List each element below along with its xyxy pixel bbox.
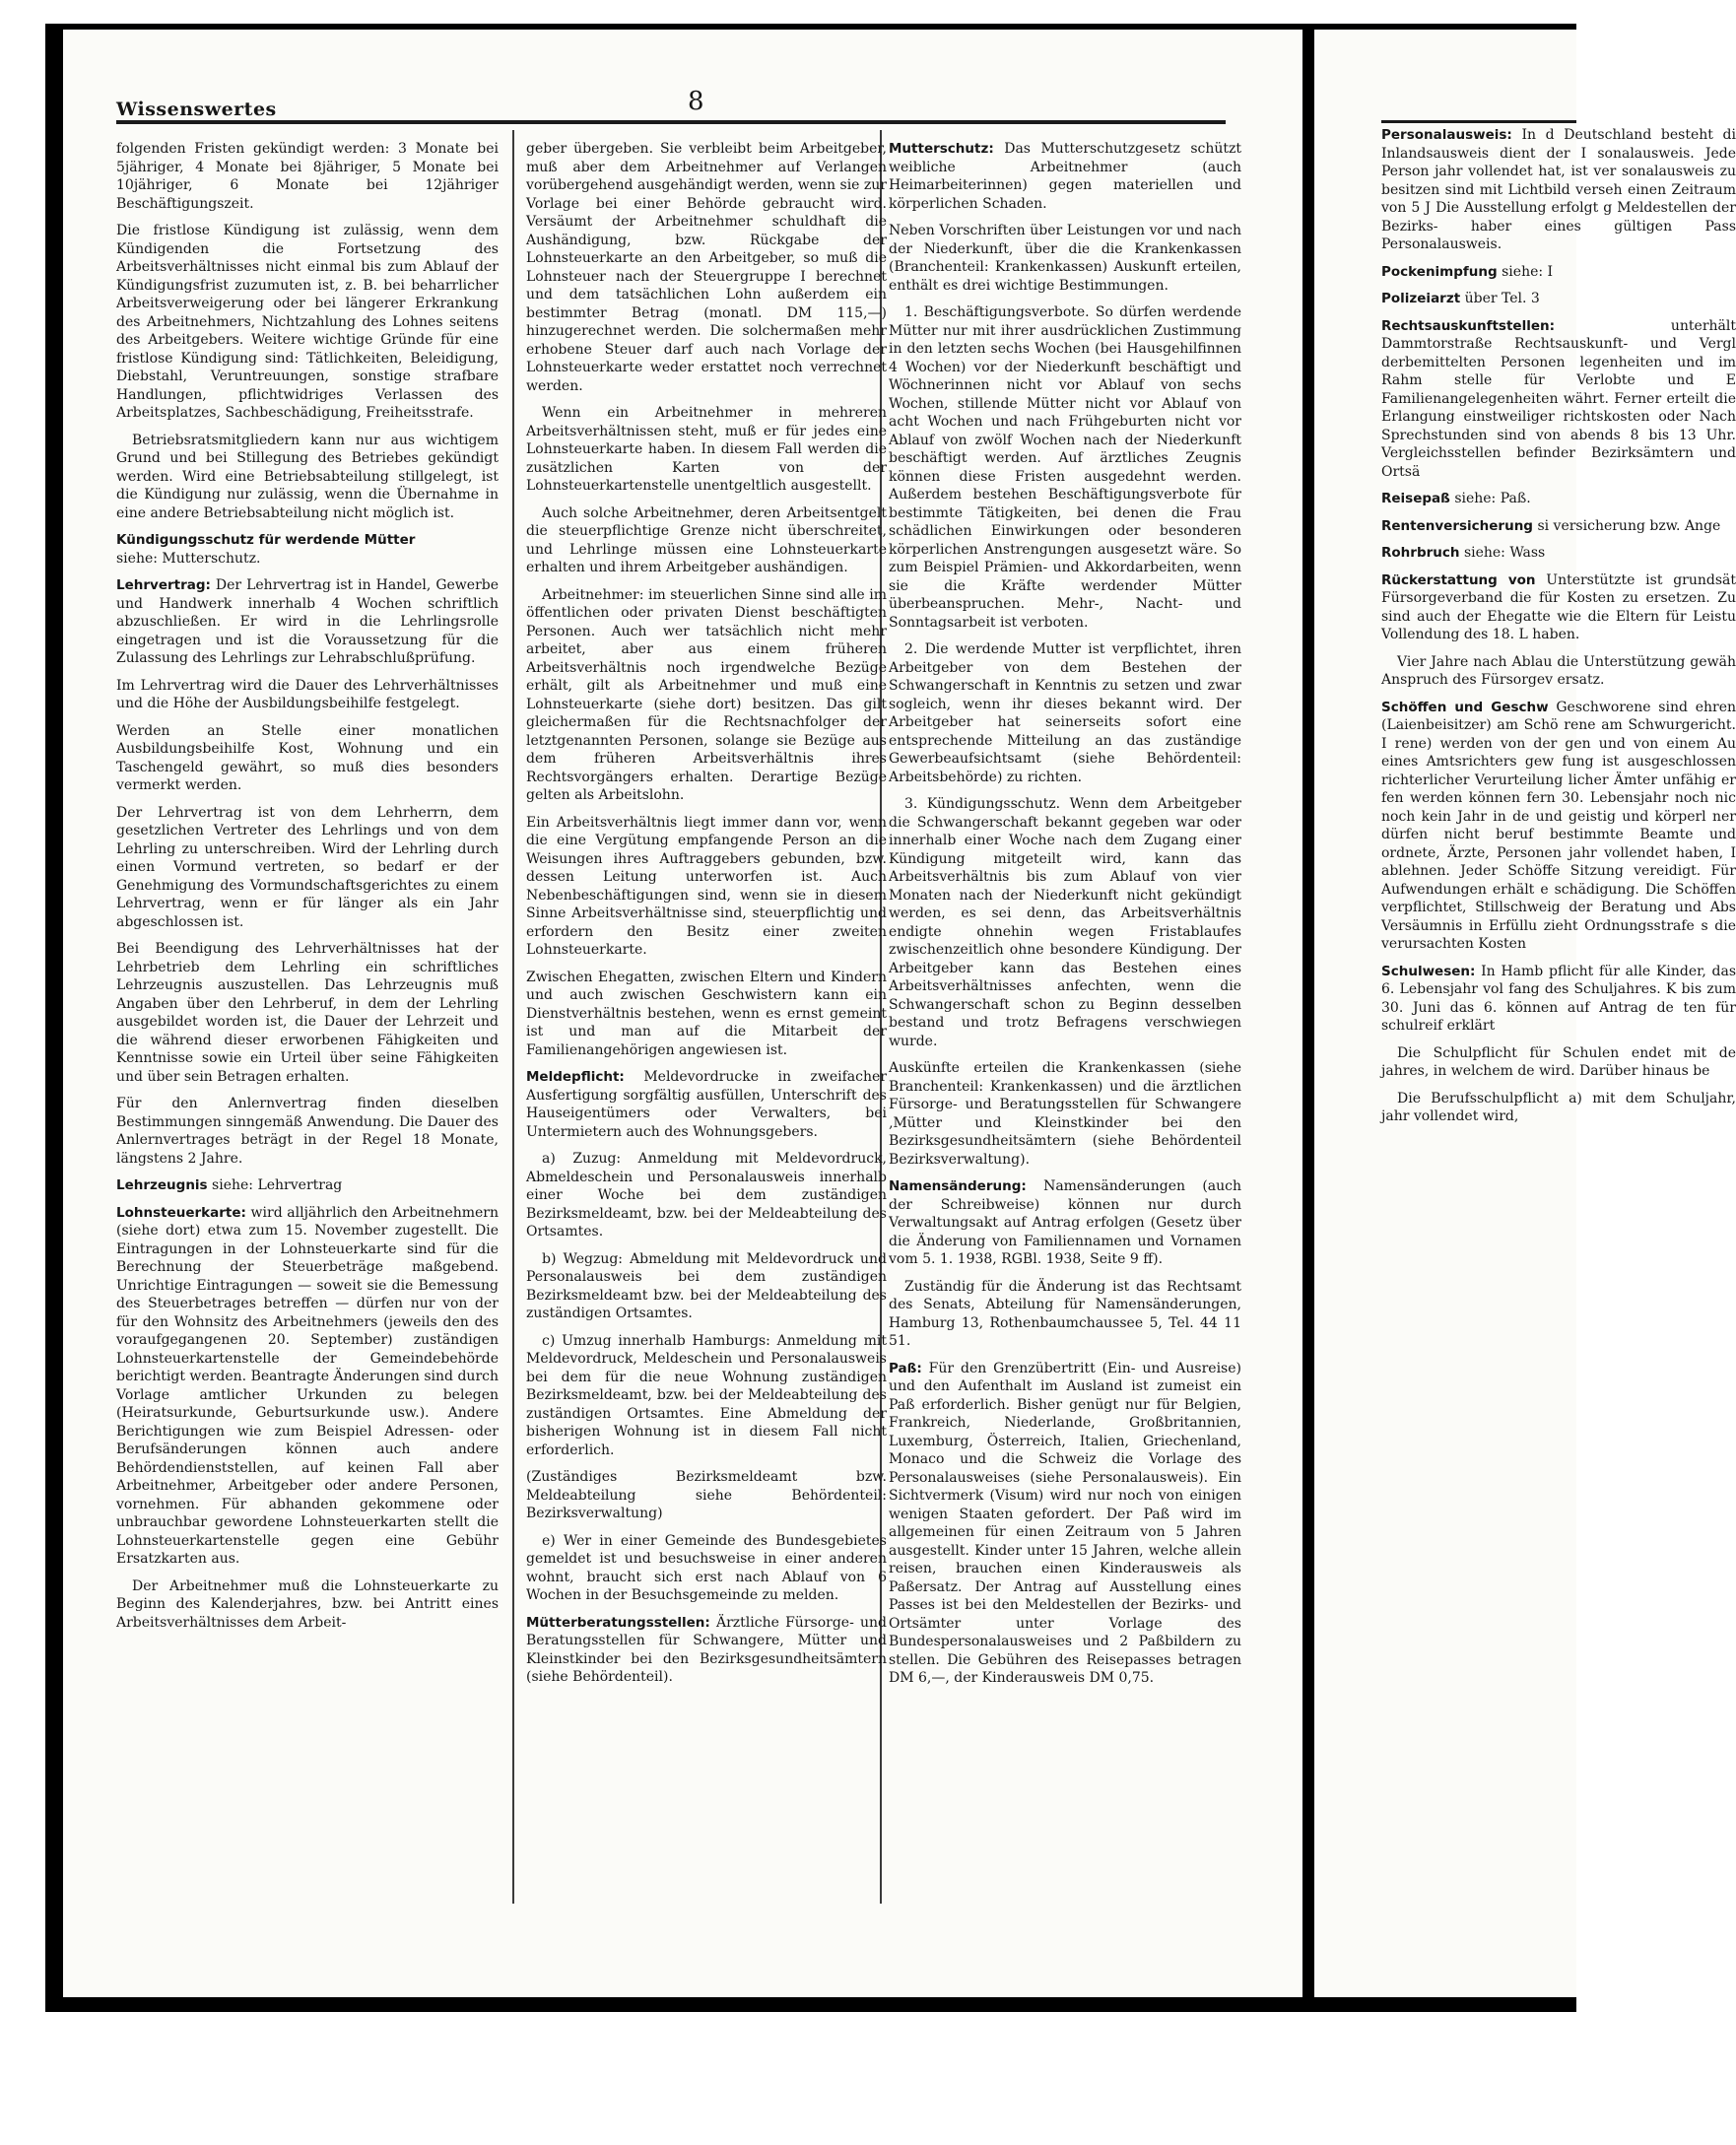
paragraph — [526, 1150, 887, 1241]
paragraph — [1381, 1090, 1736, 1126]
paragraph — [889, 1278, 1241, 1351]
text-column-2 — [526, 140, 887, 1696]
entry-text: Zuständig für die Änderung ist das Rechtsamt des Senats, Abteilung für Namensänderungen, Hamburg 13, Rothenbaumchaussee 5, Tel. 44 11 51. — [889, 1278, 1241, 1349]
entry-text: siehe: I — [1502, 263, 1554, 280]
paragraph — [526, 586, 887, 805]
entry-heading: Rohrbruch — [1381, 545, 1460, 561]
entry-heading: Mütterberatungsstellen: — [526, 1614, 710, 1631]
entry-heading: Reisepaß — [1381, 491, 1450, 506]
paragraph — [116, 804, 499, 932]
paragraph — [1381, 963, 1736, 1036]
paragraph — [116, 677, 499, 713]
text-column-3 — [889, 140, 1241, 1697]
entry-text: si versicherung bzw. Ange — [1537, 517, 1721, 534]
entry-text: Neben Vorschriften über Leistungen vor und nach der Niederkunft, über die die Krankenkassen (Branchenteil: Krankenkassen) Auskunft erteilen, enthält es drei wichtige Bestimmungen. — [889, 223, 1241, 294]
paragraph — [889, 222, 1241, 295]
entry-text: siehe: Mutterschutz. — [116, 550, 261, 567]
entry-heading: Schöffen und Geschw — [1381, 699, 1549, 715]
paragraph — [116, 1577, 499, 1633]
paragraph — [116, 432, 499, 523]
entry-text: e) Wer in einer Gemeinde des Bundesgebietes gemeldet ist und besuchsweise in einer anderen wohnt, braucht sich erst nach Ablauf von 6 Wochen in der Besuchsgemeinde zu melden. — [526, 1532, 887, 1603]
entry-text: geber übergeben. Sie verbleibt beim Arbeitgeber, muß aber dem Arbeitnehmer auf Verlangen vorübergehend ausgehändigt werden, wenn sie zur Vorlage bei einer Behörde gebraucht wird. Versäumt der Arbeitnehmer schuldhaft die Aushändigung, bzw. Rückgabe der Lohnsteuerkarte an den Arbeitgeber, so muß die Lohnsteuer nach der Steuergruppe I berechnet und dem tatsächlichen Lohn außerdem ein bestimmter Betrag (monatl. DM 115,—) hinzugerechnet werden. Die solchermaßen mehr erhobene Steuer darf auch nach Vorlage der Lohnsteuerkarte weder erstattet noch verrechnet werden. — [526, 141, 887, 394]
entry-text: siehe: Wass — [1463, 545, 1546, 561]
paragraph — [116, 531, 499, 568]
entry-heading: Rechtsauskunftstellen: — [1381, 317, 1556, 334]
entry-text: c) Umzug innerhalb Hamburgs: Anmeldung mit Meldevordruck, Meldeschein und Personalausweis bei dem für die neue Wohnung zuständigen Bezirksmeldeamt, bzw. bei der Meldeabteilung des zuständigen Ortsamtes. Eine Abmeldung der bisherigen Wohnung ist in diesem Fall nicht erforderlich. — [526, 1332, 887, 1458]
entry-text: In d Deutschland besteht di Inlandsausweis dient der I sonalausweis. Jede Person jahr vollendet hat, ist ver sonalausweis zu besitzen sind mit Lichtbild verseh einen Zeitraum von 5 J Die Ausstellung erfolgt g Meldestellen der Bezirks- haber eines gültigen Pass Personalausweis. — [1381, 127, 1736, 252]
entry-text: Unterstützte ist grundsät Fürsorgeverband die für Kosten zu ersetzen. Zu sind auch der Ehegatte wie die Eltern für Leistu Vollendung des 18. L haben. — [1381, 571, 1736, 642]
paragraph — [116, 1095, 499, 1168]
paragraph — [526, 814, 887, 960]
text-column-1 — [116, 140, 499, 1641]
entry-text: a) Zuzug: Anmeldung mit Meldevordruck, Abmeldeschein und Personalausweis innerhalb einer Woche bei dem zuständigen Bezirksmeldeamt, bzw. bei der Meldeabteilung des Ortsamtes. — [526, 1151, 887, 1240]
paragraph — [1381, 126, 1736, 254]
entry-text: Werden an Stelle einer monatlichen Ausbildungsbeihilfe Kost, Wohnung und ein Taschengeld gewährt, so muß dies besonders vermerkt werden. — [116, 722, 499, 793]
entry-text: Der Lehrvertrag ist von dem Lehrherrn, dem gesetzlichen Vertreter des Lehrlings und von dem Lehrling zu unterschreiben. Wird der Lehrling durch einen Vormund vertreten, so bedarf er der Genehmigung des Vormundschaftsgerichtes zu einem Lehrvertrag, wenn er für länger als ein Jahr abgeschlossen ist. — [116, 804, 499, 930]
entry-text: unterhält Dammtorstraße Rechtsauskunft- und Vergl derbemittelten Personen legenheiten und im Rahm stelle für Verlobte und E Familienangelegenheiten währt. Ferner erteilt die Erlangung einstweiliger richtskosten oder Nach Sprechstunden sind von abends 8 bis 13 Uhr. Vergleichsstellen befinder Bezirksämtern und Ortsä — [1381, 317, 1736, 480]
entry-text: Im Lehrvertrag wird die Dauer des Lehrverhältnisses und die Höhe der Ausbildungsbeihilfe festgelegt. — [116, 677, 499, 711]
paragraph — [116, 576, 499, 668]
paragraph — [889, 1360, 1241, 1688]
entry-text: siehe: Paß. — [1454, 491, 1531, 506]
entry-heading: Meldepflicht: — [526, 1069, 625, 1085]
entry-text: siehe: Lehrvertrag — [212, 1177, 343, 1193]
entry-text: Auskünfte erteilen die Krankenkassen (siehe Branchenteil: Krankenkassen) und die ärztlichen Fürsorge- und Beratungsstellen für Schwangere ‚Mütter und Kleinstkinder bei den Bezirksgesundheitsämtern (siehe Behördenteil Bezirksverwaltung). — [889, 1060, 1241, 1168]
paragraph — [526, 969, 887, 1060]
paragraph — [889, 303, 1241, 632]
paragraph — [116, 940, 499, 1086]
paragraph — [526, 1250, 887, 1323]
entry-text: 2. Die werdende Mutter ist verpflichtet, ihren Arbeitgeber von dem Bestehen der Schwangerschaft in Kenntnis zu setzen und zwar sogleich, wenn ihr dieses bekannt wird. Der Arbeitgeber hat seinerseits sofort eine entsprechende Mitteilung an das zuständige Gewerbeaufsichtsamt (siehe Behördenteil: Arbeitsbehörde) zu richten. — [889, 641, 1241, 785]
entry-heading: Namensänderung: — [889, 1178, 1027, 1194]
paragraph — [526, 1332, 887, 1460]
paragraph — [526, 404, 887, 496]
paragraph — [116, 722, 499, 795]
entry-heading: Lehrvertrag: — [116, 577, 211, 593]
paragraph — [526, 1614, 887, 1687]
entry-text: Namensänderungen (auch der Schreibweise) können nur durch Verwaltungsakt auf Antrag erfolgen (Gesetz über die Änderung von Familiennamen und Vornamen vom 5. 1. 1938, RGBl. 1938, Seite 9 ff). — [889, 1178, 1241, 1267]
page-number: 8 — [688, 87, 704, 116]
paragraph — [1381, 544, 1736, 563]
entry-text: (Zuständiges Bezirksmeldeamt bzw. Meldeabteilung siehe Behördenteil: Bezirksverwaltung) — [526, 1469, 887, 1521]
paragraph — [1381, 1044, 1736, 1081]
section-title: Wissenswertes — [116, 99, 277, 120]
paragraph — [116, 1176, 499, 1195]
entry-text: Wenn ein Arbeitnehmer in mehreren Arbeitsverhältnissen steht, muß er für jedes eine Lohnsteuerkarte haben. In diesem Fall werden die zusätzlichen Karten von der Lohnsteuerkartenstelle unentgeltlich ausgestellt. — [526, 405, 887, 494]
paragraph — [116, 140, 499, 213]
paragraph — [889, 1177, 1241, 1269]
entry-heading: Lohnsteuerkarte: — [116, 1204, 246, 1221]
entry-text: Vier Jahre nach Ablau die Unterstützung gewäh Anspruch des Fürsorgev ersatz. — [1381, 653, 1736, 688]
entry-text: 3. Kündigungsschutz. Wenn dem Arbeitgeber die Schwangerschaft bekannt gegeben war oder innerhalb einer Woche nach dem Zugang einer Kündigung mitgeteilt wird, kann das Arbeitsverhältnis bis zum Ablauf von vier Monaten nach der Niederkunft nicht gekündigt werden, es sei denn, das Arbeitsverhältnis endigte ohnehin wegen Fristablaufes zwischenzeitlich ohne besondere Kündigung. Der Arbeitgeber kann das Bestehen eines Arbeitsverhältnisses anfechten, wenn die Schwangerschaft schon zu Beginn desselben bestand und trotz Befragens verschwiegen wurde. — [889, 796, 1241, 1049]
paragraph — [889, 640, 1241, 786]
entry-heading: Rentenversicherung — [1381, 517, 1533, 534]
entry-heading: Mutterschutz: — [889, 141, 994, 157]
paragraph — [1381, 263, 1736, 282]
text-column-right-page — [1381, 126, 1736, 1135]
entry-text: Geschworene sind ehren (Laienbeisitzer) am Schö rene am Schwurgericht. I rene) werden von der gen und von einem Au eines Amtsrichters gew fung ist ausgeschlossen richterlicher Verurteilung licher Ämter unfähig er fen werden können fern 30. Lebensjahr noch nic noch kein Jahr in de und geistig und körperl ner dürfen nicht beruf bestimmte Beamte und ordnete, Ärzte, Personen jahr vollendet haben, I ablehnen. Jeder Schöffe Sitzung vereidigt. Für Aufwendungen erhält e schädigung. Die Schöffen verpflichtet, Stillschweig der Beratung und Abs Versäumnis in Erfüllu zieht Ordnungsstrafe s die verursachten Kosten — [1381, 699, 1736, 952]
paragraph — [526, 140, 887, 395]
entry-heading: Polizeiarzt — [1381, 291, 1461, 306]
entry-text: b) Wegzug: Abmeldung mit Meldevordruck und Personalausweis bei dem zuständigen Bezirksmeldeamt bzw. bei der Meldeabteilung des zuständigen Ortsamtes. — [526, 1250, 887, 1321]
paragraph — [116, 222, 499, 423]
header-rule-right-page — [1381, 120, 1576, 123]
paragraph — [116, 1204, 499, 1569]
entry-text: Die fristlose Kündigung ist zulässig, wenn dem Kündigenden die Fortsetzung des Arbeitsverhältnisses nicht einmal bis zum Ablauf der Kündigungsfrist zuzumuten ist, z. B. bei beharrlicher Arbeitsverweigerung oder bei längerer Erkrankung des Arbeitnehmers, Nichtzahlung des Lohnes seitens des Arbeitgebers. Weitere wichtige Gründe für eine fristlose Kündigung sind: Tätlichkeiten, Beleidigung, Diebstahl, Veruntreuungen, sonstige strafbare Handlungen, pflichtwidriges Verlassen des Arbeitsplatzes, Sachbeschädigung, Freiheitsstrafe. — [116, 223, 499, 421]
entry-text: Das Mutterschutzgesetz schützt weibliche Arbeitnehmer (auch Heimarbeiterinnen) gegen materiellen und körperlichen Schaden. — [889, 141, 1242, 212]
header-rule — [116, 120, 1226, 124]
entry-text: In Hamb pflicht für alle Kinder, das 6. Lebensjahr vol fang des Schuljahres. K bis zum 30. Juni das 6. können auf Antrag de ten für schulreif erklärt — [1381, 963, 1736, 1034]
entry-text: Die Berufsschulpflicht a) mit dem Schuljahr, jahr vollendet wird, — [1381, 1090, 1736, 1124]
entry-text: über Tel. 3 — [1464, 291, 1540, 306]
entry-text: 1. Beschäftigungsverbote. So dürfen werdende Mütter nur mit ihrer ausdrücklichen Zustimmung in den letzten sechs Wochen (bei Hausgehilfinnen 4 Wochen) vor der Niederkunft beschäftigt und Wöchnerinnen nicht vor Ablauf von sechs Wochen, stillende Mütter nicht vor Ablauf von acht Wochen und nach Frühgeburten nicht vor Ablauf von zwölf Wochen nach der Niederkunft beschäftigt werden. Auf ärztliches Zeugnis können diese Fristen ausgedehnt werden. Außerdem bestehen Beschäftigungsverbote für bestimmte Tätigkeiten, bei denen die Frau schädlichen Einwirkungen oder besonderen körperlichen Anstrengungen ausgesetzt wäre. So zum Beispiel Prämien- und Akkordarbeiten, wenn sie die Kräfte werdender Mütter überbeanspruchen. Mehr-, Nacht- und Sonntagsarbeit ist verboten. — [889, 304, 1241, 631]
entry-text: Für den Grenzübertritt (Ein- und Ausreise) und den Aufenthalt im Ausland ist zumeist ein Paß erforderlich. Bisher genügt nur für Belgien, Frankreich, Niederlande, Großbritannien, Luxemburg, Österreich, Italien, Griechenland, Monaco und die Schweiz die Vorlage des Personalausweises (siehe Personalausweis). Ein Sichtvermerk (Visum) wird nur noch von einigen wenigen Staaten gefordert. Der Paß wird im allgemeinen für einen Zeitraum von 5 Jahren ausgestellt. Kinder unter 15 Jahren, welche allein reisen, brauchen einen Kinderausweis als Paßersatz. Der Antrag auf Ausstellung eines Passes ist bei den Meldestellen der Bezirks- und Ortsämter unter Vorlage des Bundespersonalausweises und 2 Paßbildern zu stellen. Die Gebühren des Reisepasses betragen DM 6,—, der Kinderausweis DM 0,75. — [889, 1360, 1241, 1686]
paragraph — [1381, 517, 1736, 536]
paragraph — [889, 140, 1241, 213]
page-gutter — [1302, 24, 1314, 2012]
entry-heading: Rückerstattung von — [1381, 571, 1536, 588]
entry-text: Der Arbeitnehmer muß die Lohnsteuerkarte zu Beginn des Kalenderjahres, bzw. bei Antritt eines Arbeitsverhältnisses dem Arbeit- — [116, 1577, 499, 1631]
paragraph — [526, 1532, 887, 1605]
paragraph — [1381, 571, 1736, 644]
entry-text: Die Schulpflicht für Schulen endet mit de jahres, in welchem de wird. Darüber hinaus be — [1381, 1044, 1736, 1079]
column-divider — [512, 130, 514, 1904]
paragraph — [526, 504, 887, 577]
entry-text: Auch solche Arbeitnehmer, deren Arbeitsentgelt die steuerpflichtige Grenze nicht überschreitet, und Lehrlinge müssen eine Lohnsteuerkarte erhalten und ihrem Arbeitgeber aushändigen. — [526, 504, 887, 575]
entry-text: Ein Arbeitsverhältnis liegt immer dann vor, wenn die eine Vergütung empfangende Person an die Weisungen ihres Auftraggebers gebunden, bzw. dessen Leitung unterworfen ist. Auch Nebenbeschäftigungen sind, wenn sie in diesem Sinne Arbeitsverhältnisse sind, steuerpflichtig und erfordern den Besitz einer zweiten Lohnsteuerkarte. — [526, 814, 887, 958]
paragraph — [1381, 653, 1736, 690]
entry-text: Betriebsratsmitgliedern kann nur aus wichtigem Grund und bei Stillegung des Betriebes gekündigt werden. Wird eine Betriebsabteilung stillgelegt, ist die Kündigung nur zulässig, wenn die Übernahme in eine andere Betriebsabteilung nicht möglich ist. — [116, 432, 499, 521]
entry-text: Zwischen Ehegatten, zwischen Eltern und Kindern und auch zwischen Geschwistern kann ein Dienstverhältnis bestehen, wenn es ernst gemeint ist und man auf die Mitarbeit der Familienangehörigen angewiesen ist. — [526, 969, 887, 1058]
paragraph — [889, 1059, 1241, 1169]
paragraph — [526, 1068, 887, 1141]
entry-heading: Personalausweis: — [1381, 127, 1512, 143]
entry-text: wird alljährlich den Arbeitnehmern (siehe dort) etwa zum 15. November zugestellt. Die Eintragungen in der Lohnsteuerkarte sind für die Berechnung der Steuerbeträge maßgebend. Unrichtige Eintragungen — soweit sie die Bemessung des Steuerbetrages betreffen — dürfen nur von der für den Wohnsitz des Arbeitnehmers (jeweils den des voraufgegangenen 20. September) zuständigen Lohnsteuerkartenstelle der Gemeindebehörde berichtigt werden. Beantragte Änderungen sind durch Vorlage amtlicher Urkunden zu belegen (Heiratsurkunde, Geburtsurkunde usw.). Andere Berichtigungen wie zum Beispiel Adressen- oder Berufsänderungen können auch andere Behördendienststellen, auf keinen Fall aber Arbeitnehmer, Arbeitgeber oder andere Personen, vornehmen. Für abhanden gekommene oder unbrauchbar gewordene Lohnsteuerkarten stellt die Lohnsteuerkartenstelle gegen eine Gebühr Ersatzkarten aus. — [116, 1204, 500, 1567]
entry-text: Arbeitnehmer: im steuerlichen Sinne sind alle im öffentlichen oder privaten Dienst beschäftigten Personen. Auch wer tatsächlich nicht mehr arbeitet, aber aus einem früheren Arbeitsverhältnis noch irgendwelche Bezüge erhält, gilt als Arbeitnehmer und muß eine Lohnsteuerkarte (siehe dort) besitzen. Das gilt gleichermaßen für die Rechtsnachfolger der letztgenannten Personen, solange sie Bezüge aus dem früheren Arbeitsverhältnis ihres Rechtsvorgängers erhalten. Derartige Bezüge gelten als Arbeitslohn. — [526, 586, 887, 803]
entry-heading: Pockenimpfung — [1381, 263, 1498, 280]
entry-text: folgenden Fristen gekündigt werden: 3 Monate bei 5jähriger, 4 Monate bei 8jähriger, 5 Monate bei 10jähriger, 6 Monate bei 12jähriger Beschäftigungszeit. — [116, 141, 499, 212]
paragraph — [1381, 317, 1736, 482]
entry-heading: Kündigungsschutz für werdende Mütter — [116, 532, 416, 548]
entry-text: Bei Beendigung des Lehrverhältnisses hat der Lehrbetrieb dem Lehrling ein schriftliches Lehrzeugnis auszustellen. Das Lehrzeugnis muß Angaben über den Lehrberuf, in dem der Lehrling ausgebildet worden ist, die Dauer der Lehrzeit und die während dieser erworbenen Fähigkeiten und Kenntnisse sowie ein Urteil über seine Fähigkeiten und über sein Betragen erhalten. — [116, 941, 499, 1085]
entry-heading: Lehrzeugnis — [116, 1177, 208, 1193]
entry-text: Ärztliche Fürsorge- und Beratungsstellen für Schwangere, Mütter und Kleinstkinder bei den Bezirksgesundheitsämtern (siehe Behördenteil). — [526, 1614, 887, 1685]
paragraph — [1381, 290, 1736, 308]
entry-text: Für den Anlernvertrag finden dieselben Bestimmungen sinngemäß Anwendung. Die Dauer des Anlernvertrages beträgt in der Regel 18 Monate, längstens 2 Jahre. — [116, 1096, 499, 1167]
entry-heading: Paß: — [889, 1360, 922, 1376]
entry-text: Der Lehrvertrag ist in Handel, Gewerbe und Handwerk innerhalb 4 Wochen schriftlich abzuschließen. Er wird in die Lehrlingsrolle eingetragen und ist die Voraussetzung für die Zulassung des Lehrlings zur Lehrabschlußprüfung. — [116, 577, 500, 666]
entry-heading: Schulwesen: — [1381, 963, 1476, 979]
paragraph — [1381, 699, 1736, 954]
paragraph — [1381, 490, 1736, 508]
paragraph — [526, 1468, 887, 1523]
entry-text: Meldevordrucke in zweifacher Ausfertigung sorgfältig ausfüllen, Unterschrift des Hauseigentümers oder Verwalters, bei Untermietern auch des Wohnungsgebers. — [526, 1069, 887, 1140]
paragraph — [889, 795, 1241, 1050]
